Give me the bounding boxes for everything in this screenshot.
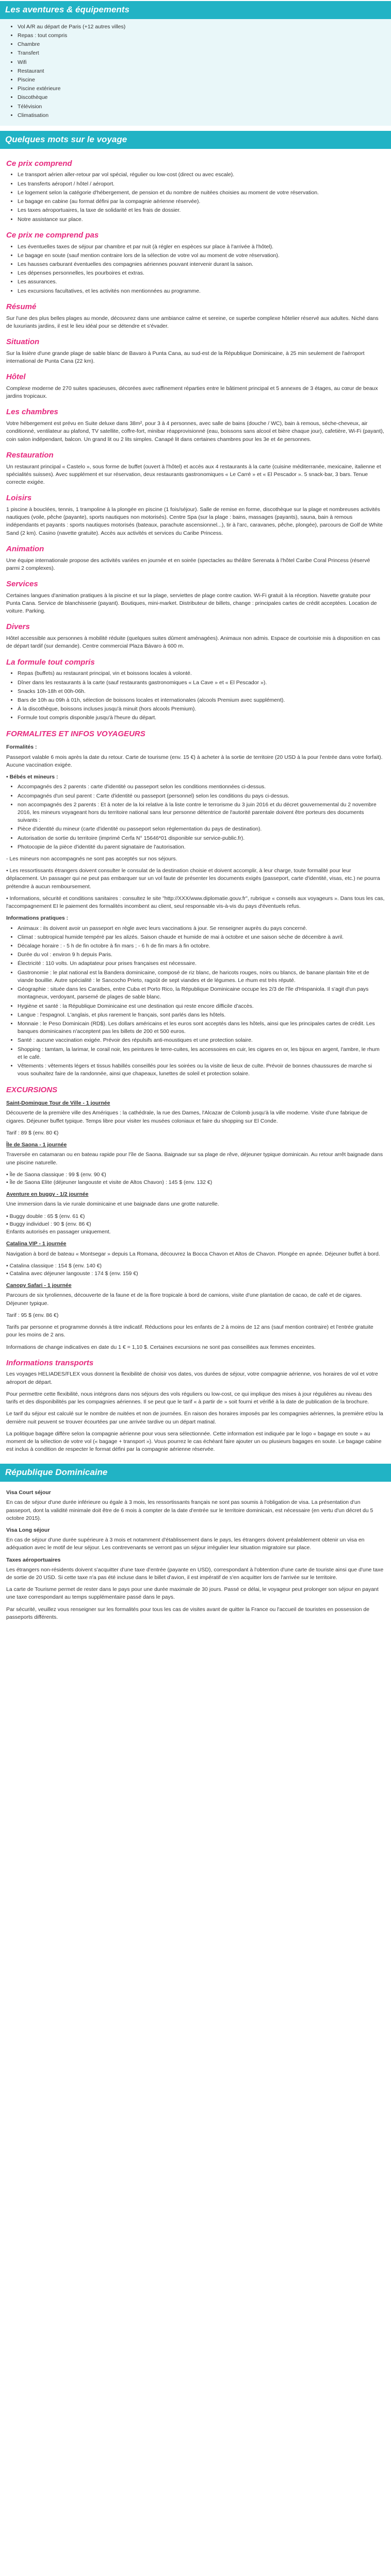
formalities-p3: • Les ressortissants étrangers doivent consulter le consulat de la destination choisie et doivent accomplir, à leur charge, toute formalité pour leur déplacement. Un passager qui ne peut pas embarquer sur un vol faute de présenter les documents exigés (passeport, carte d'identité, visas, etc.) ne pourra prétendre à aucun remboursement.: [6, 868, 380, 890]
included-item: • Le transport aérien aller-retour par vol spécial, régulier ou low-cost (direct ou avec escale).: [18, 171, 385, 179]
practical-info-item: • Géographie : située dans les Caraïbes, entre Cuba et Porto Rico, la République Dominicaine occupe les 2/3 de l'île d'Hispaniola. Il s'agit d'un pays montagneux, verdoyant, parsemé de plages de sable blanc.: [18, 986, 385, 1001]
amenities-box: [0, 19, 391, 126]
excluded-item: • Le bagage en soute (sauf mention contraire lors de la sélection de votre vol au moment de votre réservation).: [18, 252, 385, 260]
transport-p1: Les voyages HELIADES/FLEX vous donnent la flexibilité de choisir vos dates, vos durées de séjour, votre compagnie aérienne, vos horaires de vol et votre aéroport de départ.: [6, 1371, 378, 1385]
practical-info-list: [6, 925, 385, 1078]
amenity-item: • Chambre: [18, 41, 385, 48]
amenity-item: • Repas : tout compris: [18, 32, 385, 40]
formula-item: • Bars de 10h au 09h à 01h, sélection de boissons locales et internationales (alcools Premium avec supplément).: [18, 697, 385, 704]
excursion-title: Aventure en buggy - 1/2 journée: [6, 1191, 89, 1198]
formula-item: • Repas (buffets) au restaurant principal, vin et boissons locales à volonté.: [18, 670, 385, 677]
rooms-text: Votre hébergement est prévu en Suite deluxe dans 38m², pour 3 à 4 personnes, avec salle de bains (douche / WC), bain à remous, sèche-cheveux, air conditionné, ventilateur au plafond, TV satellite, coffre-fort, minibar réapprovisionné (eau, boissons sans alcool et bière chaque jour), cafetière, Wi-Fi (payant), coin salon indépendant, balcon. Un grand lit ou 2 lits simples. Canapé lit dans certaines chambres pour les 3e et 4e personnes.: [6, 420, 384, 443]
formalities-subheading: Formalités :: [6, 744, 37, 751]
animation-heading: Animation: [6, 544, 44, 553]
excursion-description: Une immersion dans la vie rurale dominicaine et une baignade dans une grotte naturelle.: [6, 1201, 219, 1208]
included-item: • Les taxes aéroportuaires, la taxe de solidarité et les frais de dossier.: [18, 207, 385, 214]
formalities-minors-heading: • Bébés et mineurs :: [6, 774, 58, 781]
services-heading: Services: [6, 580, 38, 588]
hotel-text: Complexe moderne de 270 suites spacieuses, décorées avec raffinement réparties entre le bâtiment principal et 5 annexes de 3 étages, au cœur de beaux jardins tropicaux.: [6, 385, 378, 400]
transport-p4: La politique bagage diffère selon la compagnie aérienne pour vous sera sélectionnée. Cette information est indiquée par le logo « bagage en soute » au moment de la sélection de votre vol (« bagage + transport »). Vous pourrez le cas échéant faire ajouter un ou plusieurs bagages en soute. Le bagage cabine est inclus à condition de respecter le format défini par la compagnie aérienne réservée.: [6, 1430, 382, 1453]
minors-item: • Photocopie de la pièce d'identité du parent signataire de l'autorisation.: [18, 843, 385, 851]
formula-item: • Snacks 10h-18h et 00h-06h.: [18, 688, 385, 696]
excursion-price: • Buggy double : 65 $ (env. 61 €) • Buggy individuel : 90 $ (env. 86 €) Enfants autorisés en passager uniquement.: [6, 1213, 111, 1235]
transport-p3: Le tarif du séjour est calculé sur le nombre de nuitées et non de journées. En raison des horaires imposés par les compagnies aériennes, la première et/ou la dernière nuit peuvent se trouver écourtées par une arrivée tardive ou un départ matinal.: [6, 1411, 383, 1425]
offer-page: [0, 1, 391, 1633]
excursion-price: Tarif : 95 $ (env. 86 €): [6, 1312, 59, 1318]
amenity-item: • Vol A/R au départ de Paris (+12 autres villes): [18, 23, 385, 31]
excursion-title: Île de Saona - 1 journée: [6, 1142, 67, 1148]
excursions-note1: Tarifs par personne et programme donnés à titre indicatif. Réductions pour les enfants de 2 à moins de 12 ans (sauf mention contraire) et l'entrée gratuite pour les moins de 2 ans.: [6, 1324, 373, 1338]
practical-info-heading: Informations pratiques :: [6, 915, 69, 922]
loisirs-text: 1 piscine à bouclées, tennis, 1 trampoline à la plongée en piscine (1 fois/séjour). Salle de remise en forme, discothèque sur la plage et nombreuses activités nautiques (voile, pêche (payante), sports nautiques non motorisés). Centre Spa (sur la plage : bains, massages (payants), sauna, bain à remous indépendants et payants : sports nautiques motorisés (bateaux, parachute ascensionnel...), tir à l'arc, caravanes, pêche, plongée), parcours de Golf de White Sand (2 km). Casino (navette gratuite). Accès aux activités et services du Caribe Princess.: [6, 506, 383, 536]
loisirs-heading: Loisirs: [6, 494, 32, 503]
excursion-price: • Île de Saona classique : 99 $ (env. 90 €) • Île de Saona Elite (déjeuner langouste et visite de Altos Chavon) : 145 $ (env. 132 €): [6, 1171, 213, 1185]
included-item: • Le bagage en cabine (au format défini par la compagnie aérienne réservée).: [18, 198, 385, 206]
content-section: [0, 149, 391, 1460]
excluded-item: • Les hausses carburant éventuelles des compagnies aériennes pouvant intervenir durant la saison.: [18, 261, 385, 268]
visa-long-heading: Visa Long séjour: [6, 1527, 50, 1533]
visa-court-text: En cas de séjour d'une durée inférieure ou égale à 3 mois, les ressortissants français ne sont pas soumis à l'obligation de visa. La présentation d'un passeport, dont la validité minimale doit être de 6 mois à compter de la date d'entrée sur le territoire dominicain, est nécessaire (en vertu d'un décret du 5 octobre 2015).: [6, 1499, 373, 1521]
country-section: [0, 1482, 391, 1628]
practical-info-item: • Santé : aucune vaccination exigée. Prévoir des répulsifs anti-moustiques et une protection solaire.: [18, 1037, 385, 1044]
formalities-p2: - Les mineurs non accompagnés ne sont pas acceptés sur nos séjours.: [6, 856, 177, 862]
amenity-item: • Wifi: [18, 59, 385, 66]
restaurants-text: Un restaurant principal « Castelo », sous forme de buffet (ouvert à l'hôtel) et accès aux 4 restaurants à la carte (cuisine méditerranée, mexicaine, italienne et spécialités suisses). Avec supplément et sur réservation, deux restaurants gastronomiques « Le Carré » et « El Pescador ». 5 snack-bar, 3 bars. Tenue correcte exigée.: [6, 463, 381, 485]
excursion-description: Parcours de six tyroliennes, découverte de la faune et de la flore tropicale à bord de camions, visite d'une plantation de cacao, de café et de cigares. Déjeuner typique.: [6, 1292, 362, 1307]
excursions-note2: Informations de change indicatives en date du 1 € = 1,10 $. Certaines excursions ne sont pas conseillées aux femmes enceintes.: [6, 1344, 316, 1350]
situation-heading: Situation: [6, 337, 40, 346]
resume-heading: Résumé: [6, 302, 37, 311]
practical-info-item: • Vêtements : vêtements légers et tissus habillés conseillés pour les soirées ou la visite de lieux de culte. Prévoir de bonnes chaussures de marche si vous souhaitez faire de la randonnée, ainsi que chapeaux, lunettes de soleil et protection solaire.: [18, 1062, 385, 1078]
divers-text: Hôtel accessible aux personnes à mobilité réduite (quelques suites dûment aménagées). Animaux non admis. Espace de courtoisie mis à disposition en cas de départ tardif (sur demande). Centre commercial Plaza Bávaro à 600 m.: [6, 635, 380, 650]
hotel-heading: Hôtel: [6, 372, 26, 382]
taxes-heading: Taxes aéroportuaires: [6, 1556, 61, 1563]
amenity-item: • Télévision: [18, 103, 385, 111]
excluded-item: • Les dépenses personnelles, les pourboires et extras.: [18, 269, 385, 277]
practical-info-item: • Climat : subtropical humide tempéré par les alizés. Saison chaude et humide de mai à octobre et une saison sèche de décembre à avril.: [18, 934, 385, 941]
services-text: Certaines langues d'animation pratiques à la piscine et sur la plage, serviettes de plage contre caution. Wi-Fi gratuit à la réception. Navette gratuite pour Punta Cana. Service de blanchisserie (payant). Boutiques, mini-market. Distributeur de billets, change : principales cartes de crédit acceptées. Location de voiture. Parking.: [6, 592, 377, 615]
divers-heading: Divers: [6, 622, 30, 632]
taxes-text: Les étrangers non-résidents doivent s'acquitter d'une taxe d'entrée (payante en USD), correspondant à l'obtention d'une carte de touriste ainsi que d'une taxe de sortie de 20 USD. Si cette taxe n'a pas été incluse dans le billet d'avion, il est impératif de s'en acquitter lors de l'arrivée sur le territoire.: [6, 1566, 384, 1581]
formula-item: • Dîner dans les restaurants à la carte (sauf restaurants gastronomiques « La Cave » et « El Pescador »).: [18, 679, 385, 687]
included-item: • Notre assistance sur place.: [18, 216, 385, 224]
included-list: [6, 171, 385, 223]
excursion-title: Catalina VIP - 1 journée: [6, 1241, 67, 1247]
rooms-heading: Les chambres: [6, 408, 58, 417]
formula-list: [6, 670, 385, 722]
formalities-heading: FORMALITES ET INFOS VOYAGEURS: [6, 729, 145, 738]
excluded-item: • Les éventuelles taxes de séjour par chambre et par nuit (à régler en espèces sur place à l'arrivée à l'hôtel).: [18, 243, 385, 251]
excursion-price: Tarif : 89 $ (env. 80 €): [6, 1129, 59, 1136]
amenity-item: • Piscine extérieure: [18, 85, 385, 93]
amenity-item: • Restaurant: [18, 67, 385, 75]
excluded-heading: Ce prix ne comprend pas: [6, 230, 99, 240]
minors-item: • Autorisation de sortie du territoire (imprimé Cerfa N° 15646*01 disponible sur service-public.fr).: [18, 835, 385, 842]
included-item: • Le logement selon la catégorie d'hébergement, de pension et du nombre de nuitées choisies au moment de votre réservation.: [18, 189, 385, 197]
visa-court-heading: Visa Court séjour: [6, 1489, 51, 1496]
resume-text: Sur l'une des plus belles plages au monde, découvrez dans une ambiance calme et sereine, ce superbe complexe hôtelier réservé aux adultes. Niché dans de luxuriants jardins, il est le lieu idéal pour se détendre et s'évader.: [6, 315, 379, 329]
excluded-list: [6, 243, 385, 295]
formalities-p1: Passeport valable 6 mois après la date du retour. Carte de tourisme (env. 15 €) à acheter à la sortie de territoire (20 USD à la pour l'entrée dans votre forfait). Aucune vaccination exigée.: [6, 754, 383, 768]
practical-info-item: • Durée du vol : environ 9 h depuis Paris.: [18, 951, 385, 959]
minors-item: • Accompagnés des 2 parents : carte d'identité ou passeport selon les conditions mentionnées ci-dessus.: [18, 783, 385, 791]
restaurants-heading: Restauration: [6, 450, 54, 460]
minors-item: • Pièce d'identité du mineur (carte d'identité ou passeport selon réglementation du pays de destination).: [18, 825, 385, 833]
practical-info-item: • Monnaie : le Peso Dominicain (RD$). Les dollars américains et les euros sont acceptés dans les hôtels, ainsi que les principales cartes de crédit. Les banques dominicaines n'acceptent pas les billets de 200 et 500 euros.: [18, 1020, 385, 1036]
practical-info-item: • Électricité : 110 volts. Un adaptateur pour prises françaises est nécessaire.: [18, 960, 385, 968]
formalities-minors-list: [6, 783, 385, 851]
situation-text: Sur la lisière d'une grande plage de sable blanc de Bavaro à Punta Cana, au sud-est de la République Dominicaine, à 25 min seulement de l'aéroport international de Punta Cana (22 km).: [6, 350, 365, 364]
practical-info-item: • Langue : l'espagnol. L'anglais, et plus rarement le français, sont parlés dans les hôtels.: [18, 1011, 385, 1019]
excursion-title: Canopy Safari - 1 journée: [6, 1282, 72, 1289]
excluded-item: • Les assurances.: [18, 278, 385, 286]
practical-info-item: • Décalage horaire : - 5 h de fin octobre à fin mars ; - 6 h de fin mars à fin octobre.: [18, 942, 385, 950]
minors-item: • non accompagnés des 2 parents : Et à noter de la loi relative à la liste contre le terrorisme du 3 juin 2016 et du décret gouvernemental du 2 novembre 2016, les mineurs voyageant hors du territoire national sans leur personne détentrice de l'autorité parentale doivent être porteurs des documents suivants :: [18, 801, 385, 825]
practical-info-item: • Hygiène et santé : la République Dominicaine est une destination qui reste encore difficile d'accès.: [18, 1003, 385, 1010]
amenity-item: • Climatisation: [18, 112, 385, 120]
carte-text: La carte de Tourisme permet de rester dans le pays pour une durée maximale de 30 jours. Passé ce délai, le voyageur peut prolonger son séjour en payant une taxe correspondant au temps supplémentaire passé dans le pays.: [6, 1586, 379, 1601]
formula-item: • À la discothèque, boissons incluses jusqu'à minuit (hors alcools Premium).: [18, 705, 385, 713]
minors-item: • Accompagnés d'un seul parent : Carte d'identité ou passeport (personnel) selon les conditions du pays ci-dessus.: [18, 792, 385, 800]
excursion-description: Traversée en catamaran ou en bateau rapide pour l'île de Saona. Baignade sur sa plage de rêve, déjeuner typique dominicain. Au retour arrêt baignade dans une piscine naturelle.: [6, 1151, 383, 1166]
excursion-description: Découverte de la première ville des Amériques : la cathédrale, la rue des Dames, l'Alcazar de Colomb jusqu'à la ville moderne. Visite d'une fabrique de cigares. Déjeuner buffet typique. Temps libre pour visiter les musées coloniaux et faire du shopping sur El Conde.: [6, 1110, 368, 1124]
transport-p2: Pour permettre cette flexibilité, nous intégrons dans nos séjours des vols réguliers ou low-cost, ce qui implique des mises à jour régulières au niveau des tarifs et des disponibilités par les compagnies aériennes. Il se peut que le tarif « à partir de » soit fourni et vérifié à la date de publication de la brochure.: [6, 1391, 372, 1405]
amenity-item: • Discothèque: [18, 94, 385, 101]
formalities-p4: • Informations, sécurité et conditions sanitaires : consultez le site "http://XXX/www.diplomatie.gouv.fr", rubrique « conseils aux voyageurs ». Dans tous les cas, l'accompagnement EI le paiement des formalités incombent au client, seul responsable vis-à-vis du pays d'éventuels refus.: [6, 895, 385, 910]
amenity-item: • Transfert: [18, 49, 385, 57]
excursion-price: • Catalina classique : 154 $ (env. 140 €) • Catalina avec déjeuner langouste : 174 $ (env. 159 €): [6, 1262, 138, 1277]
transport-heading: Informations transports: [6, 1358, 94, 1367]
country-heading: République Dominicaine: [0, 1464, 391, 1482]
why-heading: Quelques mots sur le voyage: [0, 131, 391, 149]
practical-info-item: • Gastronomie : le plat national est la Bandera dominicaine, composé de riz blanc, de haricots rouges, noirs ou blancs, de banane plantain frite et de viande bouillie. Autre spécialité : le Sancocho Prieto, ragoût de sept viandes et de légumes. Le rhum est très réputé.: [18, 969, 385, 985]
excursions-list: [6, 1099, 385, 1319]
amenities-heading: Les aventures & équipements: [0, 1, 391, 19]
bottom-spacer: [0, 1628, 391, 1633]
amenities-list: [6, 23, 385, 120]
excursion-title: Saint-Domingue Tour de Ville - 1 journée: [6, 1100, 110, 1107]
included-item: • Les transferts aéroport / hôtel / aéroport.: [18, 180, 385, 188]
practical-info-item: • Animaux : ils doivent avoir un passeport en règle avec leurs vaccinations à jour. Se renseigner auprès du pays concerné.: [18, 925, 385, 933]
formula-heading: La formule tout compris: [6, 657, 95, 667]
animation-text: Une équipe internationale propose des activités variées en journée et en soirée (spectacles au théâtre Serenata à l'hôtel Caribe Coral Princess (réservé parmi 2 complexes).: [6, 557, 370, 571]
amenity-item: • Piscine: [18, 76, 385, 84]
included-heading: Ce prix comprend: [6, 159, 72, 168]
visa-long-text: En cas de séjour d'une durée supérieure à 3 mois et notamment d'établissement dans le pays, les étrangers doivent préalablement obtenir un visa en adéquation avec le motif de leur séjour. Les contrevenants se verront pas un séjour irrégulier leur situation migratoire sur place.: [6, 1537, 365, 1551]
formula-item: • Formule tout compris disponible jusqu'à l'heure du départ.: [18, 714, 385, 722]
final-text: Par sécurité, veuillez vous renseigner sur les formalités pour tous les cas de visites avant de quitter la France ou l'accueil de touristes en possession de passeports différents.: [6, 1606, 370, 1620]
excluded-item: • Les excursions facultatives, et les activités non mentionnées au programme.: [18, 287, 385, 295]
practical-info-item: • Shopping : tamtam, la larimar, le corail noir, les peintures le terre-cuites, les accessoires en cuir, les cigares en or, les bijoux en argent, l'ambre, le rhum et le café.: [18, 1046, 385, 1061]
excursion-description: Navigation à bord de bateau « Montsegar » depuis La Romana, découvrez la Bocca Chavon et Altos de Chavon. Plongée en apnée. Déjeuner buffet à bord.: [6, 1250, 380, 1257]
excursions-heading: EXCURSIONS: [6, 1085, 58, 1094]
